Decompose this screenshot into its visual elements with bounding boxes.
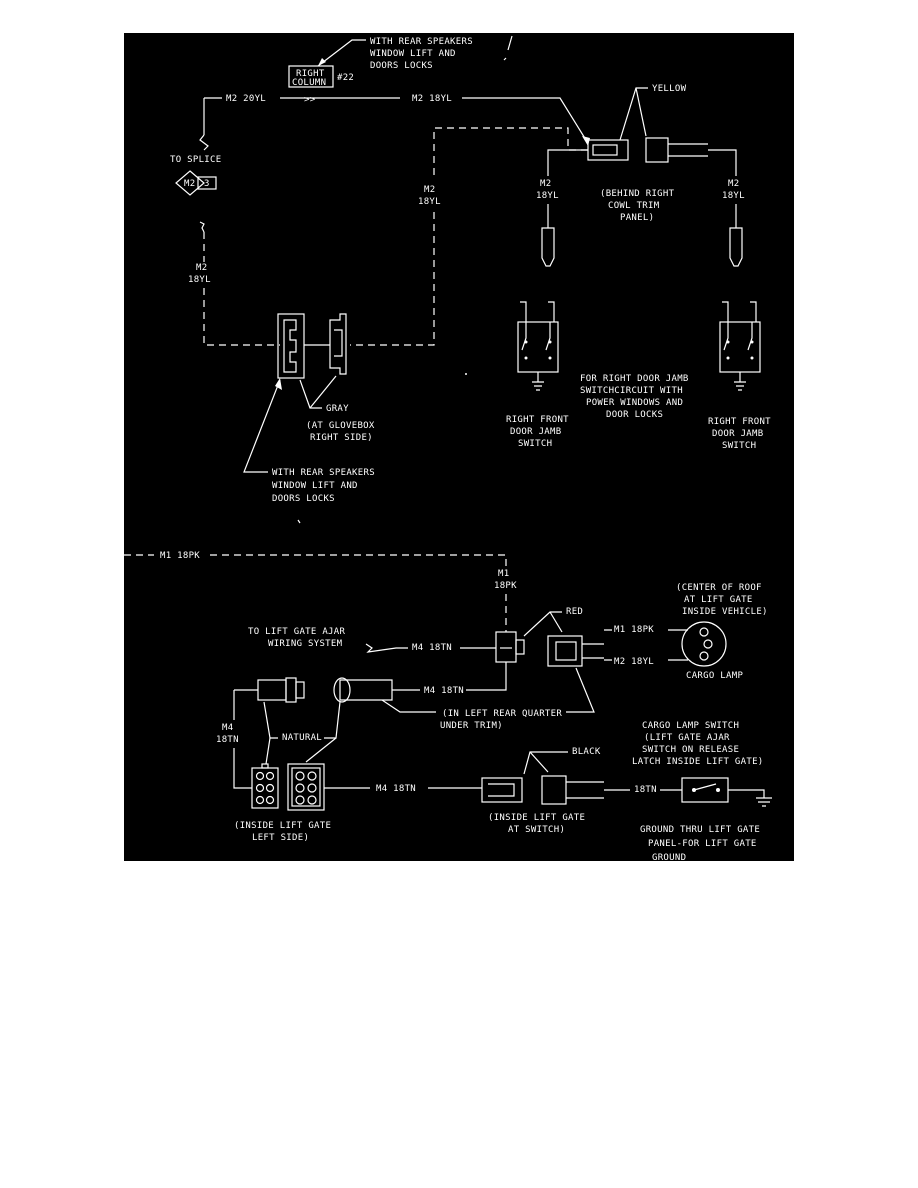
jamb-right-3: SWITCH <box>722 441 757 451</box>
liftgate-connector-small <box>496 632 524 662</box>
wire-cowl-left-drop <box>548 150 588 176</box>
black-label: BLACK <box>572 747 601 757</box>
arrowhead <box>318 58 326 66</box>
m1-vert-1: M1 <box>498 569 510 579</box>
splice-num: 3 <box>204 179 210 189</box>
inside-switch-2: AT SWITCH) <box>508 825 566 835</box>
scan-dot <box>465 373 467 375</box>
yellow-leader-2 <box>636 88 646 136</box>
note-leader-bottom <box>244 380 280 472</box>
wire-label-m2-18yl-top: M2 18YL <box>412 94 453 104</box>
center-roof-2: AT LIFT GATE <box>684 595 753 605</box>
to-lift-gate-2: WIRING SYSTEM <box>268 639 343 649</box>
liftgate-left-connector-2 <box>288 764 324 810</box>
m4-18tn-b: M4 18TN <box>424 686 465 696</box>
cargo-lamp-label: CARGO LAMP <box>686 671 744 681</box>
glovebox-connector-right <box>330 314 346 374</box>
jamb-right-2: DOOR JAMB <box>712 429 764 439</box>
quarter-leader <box>382 700 436 712</box>
m4-vert-2: 18TN <box>216 735 239 745</box>
quarter-2: UNDER TRIM) <box>440 721 503 731</box>
wire-down-to-m4-b <box>466 662 506 690</box>
note-top-line-1: WITH REAR SPEAKERS <box>370 37 473 47</box>
cowl-connector-right <box>646 138 708 162</box>
quarter-connector-mate <box>234 678 304 702</box>
m2-label-b1: M2 <box>728 179 740 189</box>
m1-top-label: M1 18PK <box>160 551 201 561</box>
note-top-line-3: DOORS LOCKS <box>370 61 433 71</box>
note-bottom-3: DOORS LOCKS <box>272 494 335 504</box>
m2-label-a1: M2 <box>540 179 552 189</box>
note-bottom-1: WITH REAR SPEAKERS <box>272 468 375 478</box>
natural-leader-2 <box>266 738 270 764</box>
jamb-left-2: DOOR JAMB <box>510 427 562 437</box>
behind-cowl-1: (BEHIND RIGHT <box>600 189 675 199</box>
terminal-left <box>542 228 554 266</box>
arrowhead <box>582 136 590 146</box>
red-leader-2 <box>550 612 562 632</box>
scan-mark <box>298 520 300 523</box>
m2-left-2: 18YL <box>188 275 211 285</box>
liftgate-connector-large <box>548 636 604 666</box>
black-leader-1 <box>524 752 568 774</box>
ground-thru-3: GROUND <box>652 853 687 863</box>
quarter-1: (IN LEFT REAR QUARTER <box>442 709 563 719</box>
right-column-ref: #22 <box>337 73 355 83</box>
m1-vert-2: 18PK <box>494 581 517 591</box>
wire-mid-dashed-top <box>434 128 588 180</box>
m2-mid-2: 18YL <box>418 197 441 207</box>
red-label: RED <box>566 607 584 617</box>
glovebox-connector-left <box>278 314 304 378</box>
jamb-note-4: DOOR LOCKS <box>606 410 664 420</box>
wire-splice-chevrons: >> <box>304 95 316 105</box>
m1-lamp-label: M1 18PK <box>614 625 655 635</box>
inside-switch-1: (INSIDE LIFT GATE <box>488 813 586 823</box>
cargo-lamp-switch <box>682 778 772 806</box>
behind-cowl-3: PANEL) <box>620 213 655 223</box>
m2-mid-1: M2 <box>424 185 436 195</box>
wire-mid-dashed-bottom <box>350 212 434 345</box>
center-roof-3: INSIDE VEHICLE) <box>682 607 768 617</box>
glovebox-1: (AT GLOVEBOX <box>306 421 375 431</box>
note-bottom-2: WINDOW LIFT AND <box>272 481 358 491</box>
inside-left-2: LEFT SIDE) <box>252 833 310 843</box>
m2-label-a2: 18YL <box>536 191 559 201</box>
switch-connector-right <box>542 776 604 804</box>
cargo-switch-2: (LIFT GATE AJAR <box>644 733 730 743</box>
wire-left-dashed <box>204 232 280 345</box>
wire-m1-dashed-right <box>210 555 506 570</box>
m4-vert-1: M4 <box>222 723 234 733</box>
center-roof-1: (CENTER OF ROOF <box>676 583 762 593</box>
wire-break-top <box>200 135 208 150</box>
yellow-leader-1 <box>620 88 648 140</box>
wire-m4-left-down <box>234 748 252 788</box>
arrowhead <box>275 378 282 390</box>
to-lift-gate-1: TO LIFT GATE AJAR <box>248 627 346 637</box>
wire-label-m2-20yl: M2 20YL <box>226 94 267 104</box>
terminal-right <box>730 228 742 266</box>
glovebox-2: RIGHT SIDE) <box>310 433 373 443</box>
right-column-label-1: RIGHT <box>296 69 325 79</box>
liftgate-left-connector-1 <box>252 764 278 808</box>
cargo-switch-3: SWITCH ON RELEASE <box>642 745 740 755</box>
red-leader-1 <box>524 612 562 636</box>
wire-cowl-right-drop <box>708 150 736 176</box>
cowl-connector-left <box>588 140 628 160</box>
to-splice-label: TO SPLICE <box>170 155 222 165</box>
ground-thru-2: PANEL-FOR LIFT GATE <box>648 839 757 849</box>
gray-leader-1 <box>300 380 322 408</box>
tn18-label: 18TN <box>634 785 657 795</box>
cargo-switch-4: LATCH INSIDE LIFT GATE) <box>632 757 764 767</box>
jamb-right-1: RIGHT FRONT <box>708 417 771 427</box>
jamb-left-1: RIGHT FRONT <box>506 415 569 425</box>
right-column-connector <box>289 66 354 88</box>
jamb-note-2: SWITCHCIRCUIT WITH <box>580 386 683 396</box>
m2-label-b2: 18YL <box>722 191 745 201</box>
inside-left-1: (INSIDE LIFT GATE <box>234 821 332 831</box>
m2-left-1: M2 <box>196 263 208 273</box>
m4-18tn-c: M4 18TN <box>376 784 417 794</box>
jamb-left-3: SWITCH <box>518 439 553 449</box>
ground-thru-1: GROUND THRU LIFT GATE <box>640 825 761 835</box>
jamb-note-1: FOR RIGHT DOOR JAMB <box>580 374 689 384</box>
jamb-switch-left <box>518 302 558 390</box>
m2-lamp-label: M2 18YL <box>614 657 655 667</box>
scan-mark <box>504 36 512 60</box>
splice-code: M2 <box>184 179 196 189</box>
jamb-switch-right <box>720 302 760 390</box>
note-top-line-2: WINDOW LIFT AND <box>370 49 456 59</box>
natural-leader-1 <box>264 702 278 738</box>
gray-label: GRAY <box>326 404 349 414</box>
jamb-note-3: POWER WINDOWS AND <box>586 398 684 408</box>
cargo-lamp <box>682 622 726 666</box>
natural-leader-3 <box>324 702 340 738</box>
wire-break-bottom <box>200 222 204 232</box>
natural-label: NATURAL <box>282 733 323 743</box>
quarter-connector <box>334 678 392 702</box>
black-leader-2 <box>530 752 548 772</box>
switch-connector-left <box>482 778 522 802</box>
cargo-switch-1: CARGO LAMP SWITCH <box>642 721 740 731</box>
m4-18tn-a: M4 18TN <box>412 643 453 653</box>
right-column-label-2: COLUMN <box>292 78 327 88</box>
behind-cowl-2: COWL TRIM <box>608 201 660 211</box>
wire-to-lift-gate <box>366 644 408 652</box>
quarter-leader-right <box>566 668 594 712</box>
yellow-label: YELLOW <box>652 84 687 94</box>
